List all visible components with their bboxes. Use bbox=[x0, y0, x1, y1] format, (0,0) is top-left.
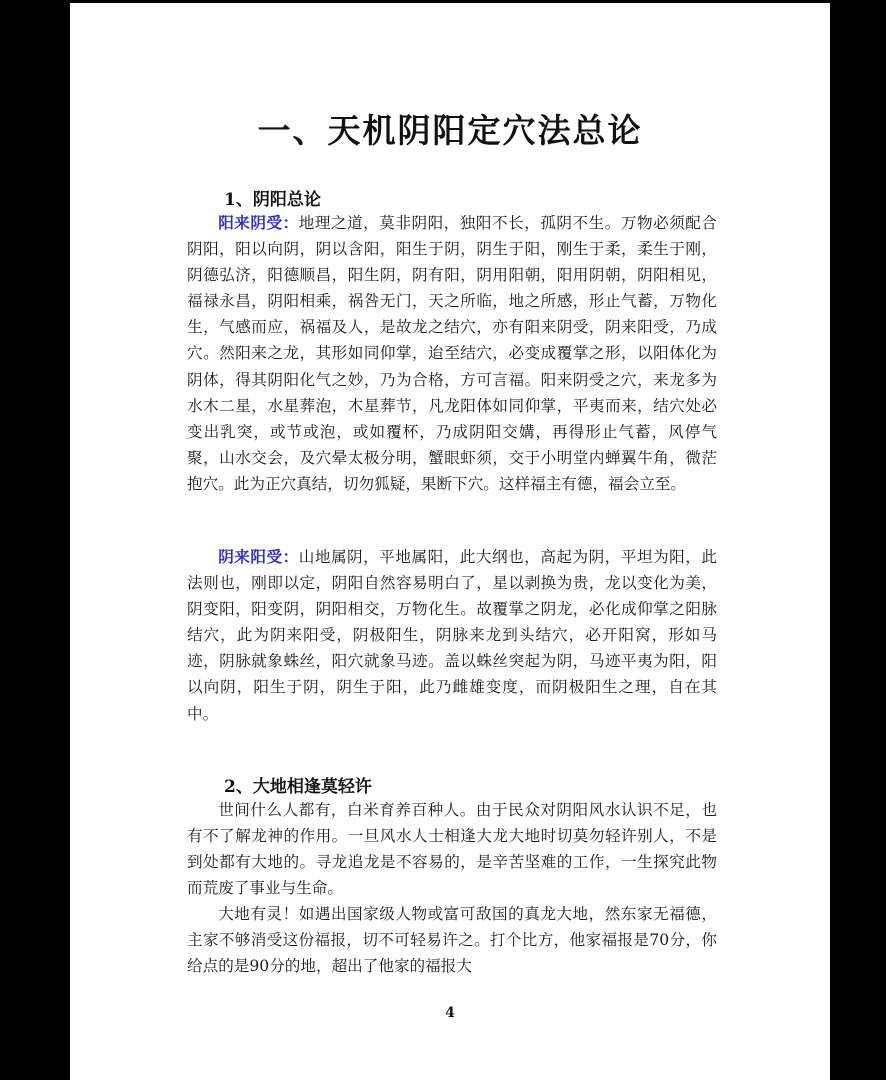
paragraph-body: 地理之道，莫非阴阳，独阳不长，孤阴不生。万物必须配合阴阳，阳以向阴，阴以含阳，阳生于阴，阴生于阳，刚生于柔，柔生于刚，阴德弘济，阳德顺昌，阳生阴，阴有阳，阴用阳朝，阳用阴朝，阴阳相见，福禄永昌，阴阳相乘，祸咎无门，天之所临，地之所感，形止气蓄，万物化生，气感而应，祸福及人，是故龙之结穴，亦有阳来阴受，阴来阳受，乃成穴。然阳来之龙，其形如同仰掌，迨至结穴，必变成覆掌之形，以阳体化为阴体，得其阴阳化气之妙，乃为合格，方可言福。阳来阴受之穴，来龙多为水木二星，水星葬泡，木星葬节，凡龙阳体如同仰掌，平夷而来，结穴处必变出乳突，或节或泡，或如覆杯，乃成阴阳交媾，再得形止气蓄，风停气聚，山水交会，及穴晕太极分明，蟹眼虾须，交于小明堂内蝉翼牛角，微茫抱穴。此为正穴真结，切勿狐疑，果断下穴。这样福主有德，福会立至。 bbox=[187, 214, 717, 493]
page-number: 4 bbox=[445, 1005, 455, 1021]
paragraph-yang-lai-yin-shou bbox=[187, 210, 717, 497]
page-title: 一、天机阴阳定穴法总论 bbox=[257, 111, 643, 150]
paragraph-body: 山地属阴，平地属阳，此大纲也，高起为阴，平坦为阳，此法则也，刚即以定，阴阳自然容易明白了，星以剥换为贵，龙以变化为美，阴变阳，阳变阴，阴阳相交，万物化生。故覆掌之阴龙，必化成仰掌之阳脉结穴，此为阴来阳受，阴极阳生，阴脉来龙到头结穴，必开阳窝，形如马迹，阴脉就象蛛丝，阳穴就象马迹。盖以蛛丝突起为阴，马迹平夷为阳，阳以向阴，阳生于阴，阴生于阳，此乃雌雄变度，而阴极阳生之理，自在其中。 bbox=[187, 548, 717, 723]
paragraph-lead-term: 阴来阳受： bbox=[218, 547, 299, 566]
section-heading-2: 2、大地相逢莫轻许 bbox=[224, 777, 372, 797]
paragraph-intro bbox=[187, 797, 717, 901]
paragraph-body: 世间什么人都有，白米育养百种人。由于民众对阴阳风水认识不足，也有不了解龙神的作用。一旦风水人士相逢大龙大地时切莫勿轻许别人，不是到处都有大地的。寻龙追龙是不容易的，是辛苦坚难的工作，一生探究此物而荒废了事业与生命。 bbox=[187, 801, 717, 898]
paragraph-lead-term: 阳来阴受： bbox=[218, 213, 299, 232]
paragraph-yin-lai-yang-shou bbox=[187, 544, 717, 727]
section-heading-1: 1、阴阳总论 bbox=[224, 190, 321, 210]
document-page bbox=[70, 3, 830, 1080]
paragraph-da-di-you-ling bbox=[187, 901, 717, 979]
paragraph-body: 大地有灵！如遇出国家级人物或富可敌国的真龙大地，然东家无福德，主家不够消受这份福报，切不可轻易许之。打个比方，他家福报是70分，你给点的是90分的地，超出了他家的福报大 bbox=[187, 905, 717, 976]
